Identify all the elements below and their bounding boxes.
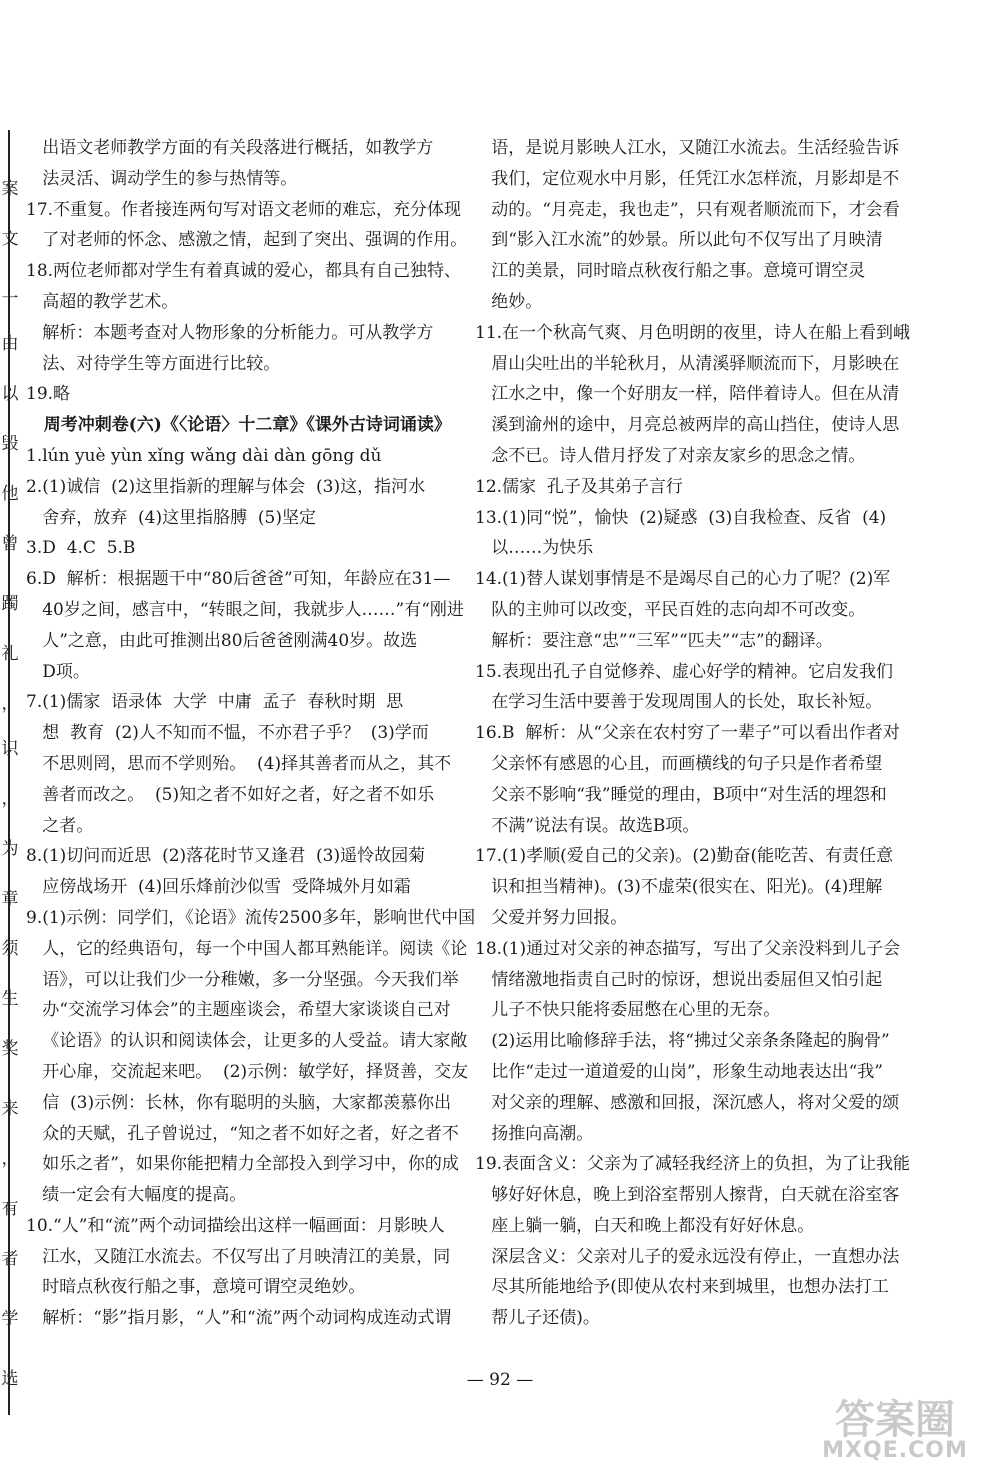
text-line: 时暗点秋夜行船之事，意境可谓空灵绝妙。 <box>26 1277 366 1298</box>
text-line: 善者而改之。 (5)知之者不如好之者，好之者不如乐 <box>26 784 435 805</box>
text-line: 《论语》的认识和阅读体会，让更多的人受益。请大家敞 <box>26 1031 468 1052</box>
text-line: 18.(1)通过对父亲的神态描写，写出了父亲没料到儿子会 <box>475 938 901 959</box>
text-line: 眉山尖吐出的半轮秋月，从清溪驿顺流而下，月影映在 <box>475 353 900 374</box>
text-line: 17.(1)孝顺(爱自己的父亲)。(2)勤奋(能吃苦、有责任意 <box>475 846 894 867</box>
text-line: 语》，可以让我们少一分稚嫩，多一分坚强。今天我们举 <box>26 969 459 990</box>
text-line: 不满”说法有误。故选B项。 <box>475 815 700 836</box>
text-line: 8.(1)切问而近思 (2)落花时节又逢君 (3)遥怜故园菊 <box>26 846 426 867</box>
text-line: 扬推向高潮。 <box>475 1123 594 1144</box>
margin-glyph: 他 <box>1 484 19 504</box>
margin-glyph: 礼 <box>1 644 19 664</box>
text-line: 绩一定会有大幅度的提高。 <box>26 1185 247 1206</box>
text-line: 我们，定位观水中月影，任凭江水怎样流，月影却是不 <box>475 168 900 189</box>
margin-glyph: 为 <box>1 839 19 859</box>
text-line: 座上躺一躺，白天和晚上都没有好好休息。 <box>475 1215 815 1236</box>
text-line: 父爱并努力回报。 <box>475 907 628 928</box>
text-line: 尽其所能地给予(即使从农村来到城里，也想办法打工 <box>475 1277 889 1298</box>
text-line: 11.在一个秋高气爽、月色明朗的夜里，诗人在船上看到峨 <box>475 322 911 343</box>
text-line: 12.儒家 孔子及其弟子言行 <box>475 476 683 497</box>
text-line: 在学习生活中要善于发现周围人的长处，取长补短。 <box>475 692 883 713</box>
text-line: 如乐之者”，如果你能把精力全部投入到学习中，你的成 <box>26 1154 459 1175</box>
page-number: — 92 — <box>466 1370 534 1390</box>
margin-glyph: 学 <box>1 1309 19 1329</box>
margin-glyph: 有 <box>1 1199 19 1219</box>
margin-glyph: 由 <box>1 334 19 354</box>
margin-glyph: 须 <box>1 939 19 959</box>
text-line: 舍弃，放弃 (4)这里指胳膊 (5)坚定 <box>26 507 316 528</box>
watermark-text: 答案圈 <box>835 1397 955 1443</box>
margin-glyph: 选 <box>1 1369 19 1389</box>
margin-glyph: 案 <box>1 179 19 199</box>
text-line: 以……为快乐 <box>475 538 594 559</box>
watermark-logo <box>800 1388 990 1468</box>
text-line: 动的。“月亮走，我也走”，只有观者顺流而下，才会看 <box>475 199 900 220</box>
text-line: 到“影入江水流”的妙景。所以此句不仅写出了月映清 <box>475 230 883 251</box>
margin-glyph: 毁 <box>1 434 19 454</box>
text-line: 3.D 4.C 5.B <box>26 538 136 559</box>
margin-glyph: ， <box>1 694 19 714</box>
text-line: 识和担当精神)。(3)不虚荣(很实在、阳光)。(4)理解 <box>475 877 883 898</box>
text-line: 15.表现出孔子自觉修养、虚心好学的精神。它启发我们 <box>475 661 894 682</box>
text-line: 法灵活、调动学生的参与热情等。 <box>26 168 298 189</box>
text-line: 之者。 <box>26 815 94 836</box>
margin-glyph: 来 <box>1 1099 19 1119</box>
text-line: 出语文老师教学方面的有关段落进行概括，如教学方 <box>26 138 434 158</box>
margin-glyph: 奖 <box>1 1039 19 1059</box>
right-column <box>475 133 911 1334</box>
text-line: 办“交流学习体会”的主题座谈会，希望大家谈谈自己对 <box>26 1000 451 1021</box>
margin-glyph: 文 <box>1 229 19 249</box>
text-line: 10.“人”和“流”两个动词描绘出这样一幅画面：月影映人 <box>26 1215 445 1236</box>
text-line: 周考冲刺卷(六)《〈论语〉十二章》《课外古诗词诵读》 <box>26 415 451 436</box>
text-line: 深层含义：父亲对儿子的爱永远没有停止，一直想办法 <box>475 1246 900 1267</box>
text-line: 9.(1)示例：同学们，《论语》流传2500多年，影响世代中国 <box>26 907 476 928</box>
text-line: 够好好休息，晚上到浴室帮别人擦背，白天就在浴室客 <box>475 1185 900 1206</box>
margin-glyph: 曾 <box>1 534 19 554</box>
text-line: 众的天赋，孔子曾说过，“知之者不如好之者，好之者不 <box>26 1123 459 1144</box>
text-line: 帮儿子还债)。 <box>475 1308 600 1329</box>
text-line: 人，它的经典语句，每一个中国人都耳熟能详。阅读《论 <box>26 938 468 959</box>
text-line: 信 (3)示例：长林，你有聪明的头脑，大家都羡慕你出 <box>26 1092 452 1113</box>
text-line: 6.D 解析：根据题干中“80后爸爸”可知，年龄应在31— <box>26 569 451 590</box>
text-line: 江水，又随江水流去。不仅写出了月映清江的美景，同 <box>26 1246 451 1267</box>
left-column <box>26 133 476 1334</box>
text-line: 7.(1)儒家 语录体 大学 中庸 孟子 春秋时期 思 <box>26 692 404 713</box>
text-line: 应傍战场开 (4)回乐烽前沙似雪 受降城外月如霜 <box>26 877 411 898</box>
margin-glyph: 一 <box>1 289 19 309</box>
margin-glyph: 识 <box>1 739 19 759</box>
text-line: 13.(1)同“悦”，愉快 (2)疑惑 (3)自我检查、反省 (4) <box>475 507 887 528</box>
watermark-url: MXQE.COM <box>822 1438 968 1463</box>
cropped-margin-text <box>0 140 20 1420</box>
text-line: 绝妙。 <box>475 291 543 312</box>
margin-glyph: ， <box>1 1149 19 1169</box>
text-line: 16.B 解析：从“父亲在农村穷了一辈子”可以看出作者对 <box>475 723 900 744</box>
text-line: 想 教育 (2)人不知而不愠，不亦君子乎？ (3)学而 <box>26 723 429 744</box>
text-line: 17.不重复。作者接连两句写对语文老师的难忘，充分体现 <box>26 199 462 220</box>
text-line: 解析：“影”指月影，“人”和“流”两个动词构成连动式谓 <box>26 1308 452 1329</box>
text-line: 解析：要注意“忠”“三军”“匹夫”“志”的翻译。 <box>475 630 833 651</box>
text-line: (2)运用比喻修辞手法，将“拂过父亲条条隆起的胸骨” <box>475 1031 890 1052</box>
margin-glyph: ， <box>1 789 19 809</box>
text-line: 18.两位老师都对学生有着真诚的爱心，都具有自己独特、 <box>26 261 462 282</box>
margin-glyph: 躅 <box>1 594 19 614</box>
text-line: 念不已。诗人借月抒发了对亲友家乡的思念之情。 <box>475 445 866 466</box>
text-line: 语，是说月影映人江水，又随江水流去。生活经验告诉 <box>475 138 900 158</box>
text-line: 情绪激地指责自己时的惊讶，想说出委屈但又怕引起 <box>475 969 883 990</box>
text-line: 队的主帅可以改变，平民百姓的志向却不可改变。 <box>475 599 866 620</box>
text-line: 江的美景，同时暗点秋夜行船之事。意境可谓空灵 <box>475 261 866 282</box>
text-line: 14.(1)替人谋划事情是不是竭尽自己的心力了呢？(2)军 <box>475 569 891 590</box>
text-line: 19.表面含义：父亲为了减轻我经济上的负担，为了让我能 <box>475 1154 911 1175</box>
text-line: 人”之意，由此可推测出80后爸爸刚满40岁。故选 <box>26 630 418 651</box>
text-line: 儿子不快只能将委屈憋在心里的无奈。 <box>475 1000 781 1021</box>
text-line: 解析：本题考查对人物形象的分析能力。可从教学方 <box>26 322 434 343</box>
text-line: 对父亲的理解、感激和回报，深沉感人，将对父爱的颂 <box>475 1092 900 1113</box>
text-line: D项。 <box>26 661 90 682</box>
text-line: 了对老师的怀念、感激之情，起到了突出、强调的作用。 <box>26 230 468 251</box>
text-line: 江水之中，像一个好朋友一样，陪伴着诗人。但在从清 <box>475 384 900 405</box>
text-line: 比作“走过一道道爱的山岗”，形象生动地表达出“我” <box>475 1061 883 1082</box>
text-line: 父亲不影响“我”睡觉的理由，B项中“对生活的埋怨和 <box>475 784 887 805</box>
text-line: 父亲怀有感恩的心且，而画横线的句子只是作者希望 <box>475 753 883 774</box>
text-line: 开心扉，交流起来吧。 (2)示例：敏学好，择贤善，交友 <box>26 1061 469 1082</box>
text-line: 溪到渝州的途中，月亮总被两岸的高山挡住，使诗人思 <box>475 415 900 436</box>
margin-glyph: 生 <box>1 989 19 1009</box>
text-line: 2.(1)诚信 (2)这里指新的理解与体会 (3)这，指河水 <box>26 476 426 497</box>
margin-glyph: 以 <box>1 384 19 404</box>
margin-glyph: 者 <box>1 1249 19 1269</box>
text-line: 不思则罔，思而不学则殆。 (4)择其善者而从之，其不 <box>26 753 452 774</box>
text-line: 40岁之间，感言中，“转眼之间，我就步人……”有“刚进 <box>26 599 464 620</box>
text-line: 1.lún yuè yùn xǐng wǎng dài dàn gōng dǔ <box>26 445 382 466</box>
text-line: 高超的教学艺术。 <box>26 291 179 312</box>
text-line: 法、对待学生等方面进行比较。 <box>26 353 281 374</box>
text-line: 19.略 <box>26 384 71 405</box>
margin-glyph: 章 <box>1 889 19 909</box>
